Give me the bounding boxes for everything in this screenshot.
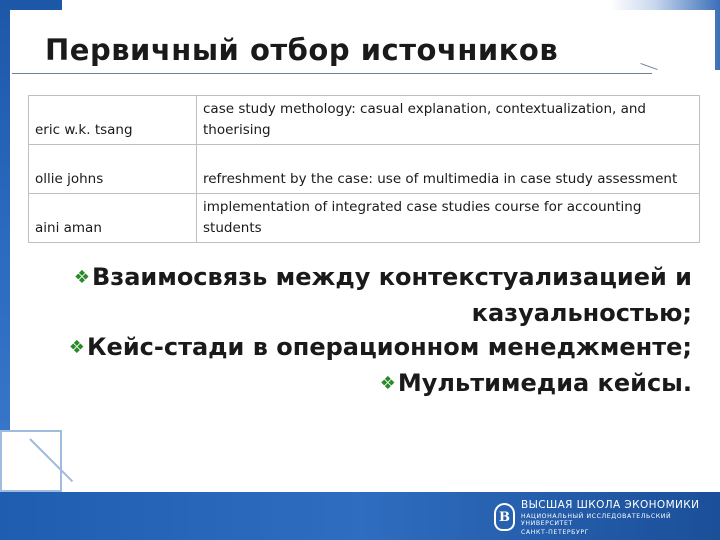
hse-seal-icon: В <box>494 503 515 531</box>
sources-table <box>28 95 700 243</box>
slide-title: Первичный отбор источников <box>45 33 559 67</box>
table-row <box>29 96 700 145</box>
logo-subtitle: НАЦИОНАЛЬНЫЙ ИССЛЕДОВАТЕЛЬСКИЙ УНИВЕРСИТЕТ <box>520 512 672 527</box>
diamond-bullet-icon: ❖ <box>73 267 90 288</box>
diamond-bullet-icon: ❖ <box>379 372 396 394</box>
title-underline <box>12 73 652 74</box>
list-item <box>32 330 692 366</box>
author-cell: eric w.k. tsang <box>29 96 197 145</box>
bullet-text: Кейс-стади в операционном менеджменте; <box>86 333 692 361</box>
bullet-list <box>32 260 692 401</box>
author-cell: aini aman <box>29 194 197 243</box>
list-item <box>32 260 692 330</box>
logo-text <box>521 499 714 536</box>
slide-panel <box>10 10 715 488</box>
work-cell: case study methology: casual explanation, contextualization, and thoerising <box>197 96 700 145</box>
table-row <box>29 194 700 243</box>
diamond-bullet-icon: ❖ <box>68 337 85 358</box>
table-row <box>29 145 700 194</box>
logo-city: САНКТ-ПЕТЕРБУРГ <box>520 528 590 536</box>
work-cell: implementation of integrated case studies course for accounting students <box>197 194 700 243</box>
list-item <box>32 366 692 402</box>
bullet-text: Взаимосвязь между контекстуализацией и казуальностью; <box>91 263 692 327</box>
hse-logo <box>494 500 714 534</box>
bullet-text: Мультимедиа кейсы. <box>397 368 692 397</box>
work-cell: refreshment by the case: use of multimedia in case study assessment <box>197 145 700 194</box>
logo-name: ВЫСШАЯ ШКОЛА ЭКОНОМИКИ <box>520 498 700 511</box>
author-cell: ollie johns <box>29 145 197 194</box>
